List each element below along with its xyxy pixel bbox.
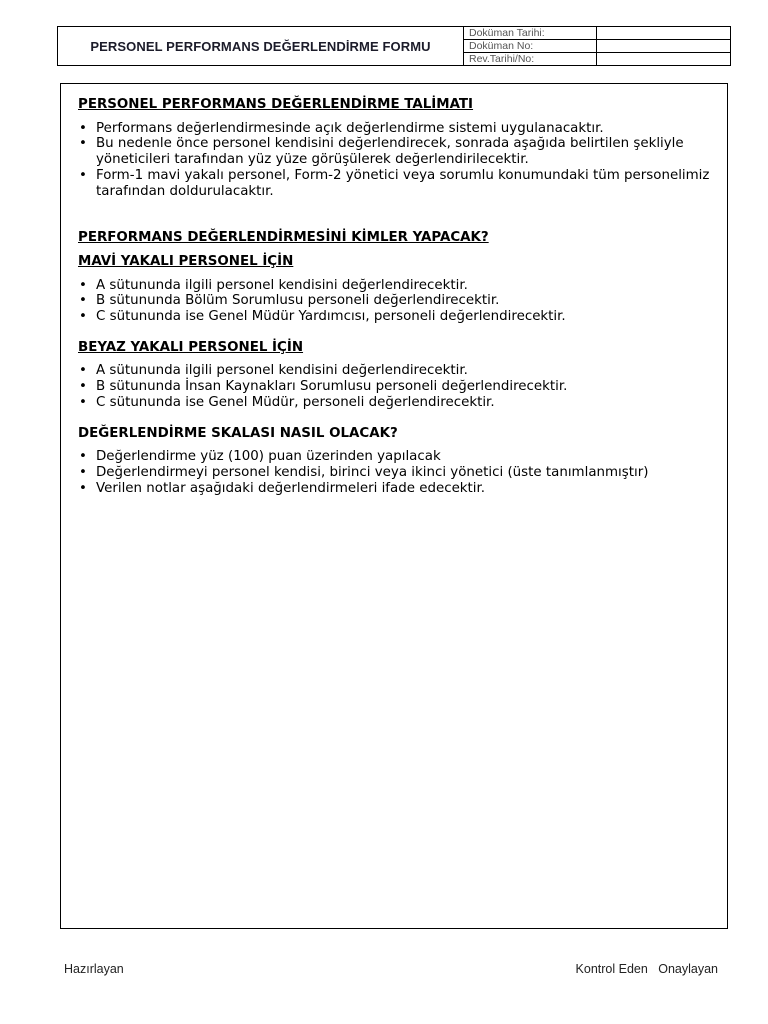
list-item: • Bu nedenle önce personel kendisini değerlendirecek, sonrada aşağıda belirtilen şekliyle yöneticileri tarafından yüz yüze görüşülerek değerlendirilecektir. [78, 136, 724, 167]
form-title: PERSONEL PERFORMANS DEĞERLENDİRME FORMU [58, 27, 464, 65]
signature-labels [576, 962, 718, 976]
meta-value-date [597, 27, 730, 39]
list-item: • Değerlendirme yüz (100) puan üzerinden yapılacak [78, 449, 724, 465]
white-collar-heading: BEYAZ YAKALI PERSONEL İÇİN [78, 339, 304, 355]
blue-collar-list [78, 278, 724, 325]
list-item: • A sütununda ilgili personel kendisini değerlendirecektir. [78, 363, 724, 379]
meta-value-revision [597, 53, 730, 65]
blue-collar-heading: MAVİ YAKALI PERSONEL İÇİN [78, 253, 294, 269]
list-item: • B sütununda İnsan Kaynakları Sorumlusu personeli değerlendirecektir. [78, 379, 724, 395]
list-item: • Form-1 mavi yakalı personel, Form-2 yönetici veya sorumlu konumundaki tüm personelimiz tarafından doldurulacaktır. [78, 168, 724, 199]
meta-label-number: Doküman No: [464, 40, 597, 52]
scale-list [78, 449, 724, 496]
meta-label-date: Doküman Tarihi: [464, 27, 597, 39]
list-item: • B sütununda Bölüm Sorumlusu personeli değerlendirecektir. [78, 293, 724, 309]
who-heading: PERFORMANS DEĞERLENDİRMESİNİ KİMLER YAPACAK? [78, 230, 489, 246]
instruction-content [78, 97, 724, 496]
list-item: • Verilen notlar aşağıdaki değerlendirmeleri ifade edecektir. [78, 481, 724, 497]
meta-row-date [464, 27, 730, 40]
meta-row-number [464, 40, 730, 53]
approved-by-label: Onaylayan [658, 962, 718, 976]
meta-row-revision [464, 53, 730, 65]
list-item: • C sütununda ise Genel Müdür Yardımcısı, personeli değerlendirecektir. [78, 309, 724, 325]
instructions-heading: PERSONEL PERFORMANS DEĞERLENDİRME TALİMATI [78, 97, 474, 112]
list-item: • C sütununda ise Genel Müdür, personeli değerlendirecektir. [78, 395, 724, 411]
document-meta-table [464, 27, 730, 65]
meta-label-revision: Rev.Tarihi/No: [464, 53, 597, 65]
white-collar-list [78, 363, 724, 410]
list-item: • Performans değerlendirmesinde açık değerlendirme sistemi uygulanacaktır. [78, 121, 724, 137]
prepared-by-label: Hazırlayan [64, 962, 124, 976]
checked-by-label: Kontrol Eden [575, 962, 648, 976]
list-item: • A sütununda ilgili personel kendisini değerlendirecektir. [78, 278, 724, 294]
document-header [57, 26, 731, 66]
instructions-list [78, 121, 724, 200]
list-item: • Değerlendirmeyi personel kendisi, birinci veya ikinci yönetici (üste tanımlanmıştır) [78, 465, 724, 481]
scale-heading: DEĞERLENDİRME SKALASI NASIL OLACAK? [78, 425, 398, 441]
meta-value-number [597, 40, 730, 52]
